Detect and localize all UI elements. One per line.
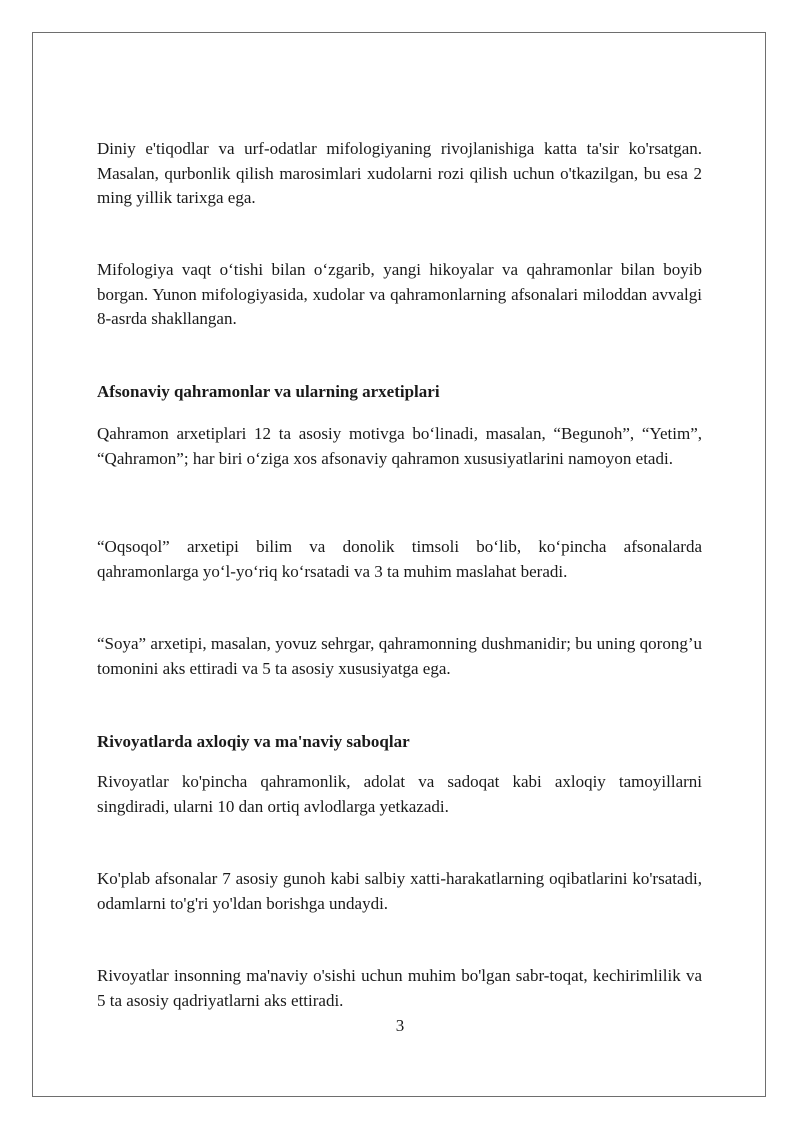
paragraph-spiritual-growth: Rivoyatlar insonning ma'naviy o'sishi uchun muhim bo'lgan sabr-toqat, kechirimlilik va 5 ta asosiy qadriyatlarni aks ettiradi. <box>97 966 702 1010</box>
paragraph-seven-sins: Ko'plab afsonalar 7 asosiy gunoh kabi salbiy xatti-harakatlarning oqibatlarini ko'rsatadi, odamlarni to'g'ri yo'ldan borishga undaydi. <box>97 869 702 913</box>
paragraph-moral-principles: Rivoyatlar ko'pincha qahramonlik, adolat va sadoqat kabi axloqiy tamoyillarni singdiradi, ularni 10 dan ortiq avlodlarga yetkazadi. <box>97 772 702 816</box>
section-heading-moral-lessons: Rivoyatlarda axloqiy va ma'naviy saboqlar <box>97 732 410 751</box>
section-heading-archetypes: Afsonaviy qahramonlar va ularning arxetiplari <box>97 382 440 401</box>
paragraph-hero-archetypes: Qahramon arxetiplari 12 ta asosiy motivga bo‘linadi, masalan, “Begunoh”, “Yetim”, “Qahramon”; har biri o‘ziga xos afsonaviy qahramon xususiyatlarini namoyon etadi. <box>97 424 702 468</box>
paragraph-mythology-change: Mifologiya vaqt o‘tishi bilan o‘zgarib, yangi hikoyalar va qahramonlar bilan boyib borgan. Yunon mifologiyasida, xudolar va qahramonlarning afsonalari miloddan avvalgi 8-asrda shakllangan. <box>97 260 702 328</box>
page-number: 3 <box>395 1016 405 1035</box>
paragraph-religious-beliefs: Diniy e'tiqodlar va urf-odatlar mifologiyaning rivojlanishiga katta ta'sir ko'rsatgan. Masalan, qurbonlik qilish marosimlari xudolarni rozi qilish uchun o'tkazilgan, bu esa 2 ming yillik tarixga ega. <box>97 139 702 207</box>
paragraph-shadow-archetype: “Soya” arxetipi, masalan, yovuz sehrgar, qahramonning dushmanidir; bu uning qorong’u tomonini aks ettiradi va 5 ta asosiy xususiyatga ega. <box>97 634 702 678</box>
paragraph-elder-archetype: “Oqsoqol” arxetipi bilim va donolik timsoli bo‘lib, ko‘pincha afsonalarda qahramonlarga yo‘l-yo‘riq ko‘rsatadi va 3 ta muhim maslahat beradi. <box>97 537 702 581</box>
